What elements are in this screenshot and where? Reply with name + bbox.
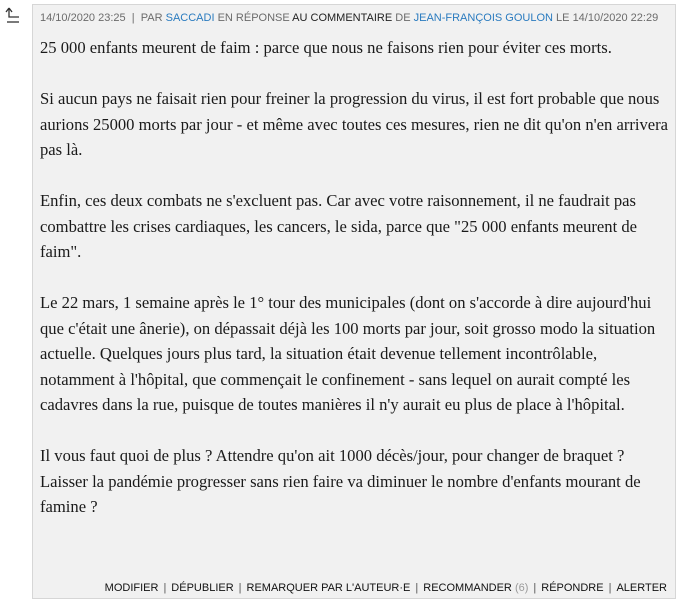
reply-de: DE [395,12,411,24]
parent-comment-link[interactable]: AU COMMENTAIRE [292,12,393,24]
reply-button[interactable]: RÉPONDRE [541,582,604,594]
reply-prefix: EN RÉPONSE [217,12,290,24]
comment-body [40,35,672,520]
by-prefix: PAR [140,12,163,24]
comment-paragraph: Il vous faut quoi de plus ? Attendre qu'on ait 1000 décès/jour, pour changer de braquet ? Laisser la pandémie progresser sans rien faire va diminuer le nombre d'enfants mourant de famine ? [40,446,641,516]
comment-meta: 14/10/2020 23:25 | PAR SACCADI EN RÉPONSE AU COMMENTAIRE DE JEAN-FRANÇOIS GOULON LE 14/10/2020 22:29 [40,12,659,24]
recommend-label: RECOMMANDER [423,582,512,594]
author-link[interactable]: SACCADI [165,12,215,24]
recommend-button[interactable] [423,582,528,594]
parent-author-link[interactable]: JEAN-FRANÇOIS GOULON [413,12,553,24]
alert-button[interactable]: ALERTER [616,582,667,594]
parent-date: 14/10/2020 22:29 [572,12,659,24]
comment-date: 14/10/2020 23:25 [40,12,126,24]
comment-paragraph: 25 000 enfants meurent de faim : parce que nous ne faisons rien pour éviter ces morts. [40,38,612,57]
recommend-count: (6) [514,582,529,594]
comment-actions: MODIFIER | DÉPUBLIER | REMARQUER PAR L'AUTEUR·E | RECOMMANDER (6) | RÉPONDRE | ALERTER [104,582,667,594]
author-remark-button[interactable]: REMARQUER PAR L'AUTEUR·E [246,582,411,594]
modify-button[interactable]: MODIFIER [104,582,159,594]
comment-card [32,4,676,599]
unpublish-button[interactable]: DÉPUBLIER [171,582,234,594]
reply-indent-icon [5,6,21,26]
parent-le: LE [556,12,570,24]
comment-paragraph: Le 22 mars, 1 semaine après le 1° tour des municipales (dont on s'accorde à dire aujourd'hui que c'était une ânerie), on dépassait déjà les 100 morts par jour, soit grosso modo la situation actuelle. Quelques jours plus tard, la situation était devenue tellement incontrôlable, notamment à l'hôpital, que commençait le confinement - sans lequel on aurait compté les cadavres dans la rue, puisque de toutes manières il n'y aurait eu plus de place à l'hôpital. [40,293,656,414]
comment-paragraph: Enfin, ces deux combats ne s'excluent pas. Car avec votre raisonnement, il ne faudrait pas combattre les crises cardiaques, les cancers, le sida, parce que "25 000 enfants meurent de faim". [40,191,637,261]
comment-paragraph: Si aucun pays ne faisait rien pour freiner la progression du virus, il est fort probable que nous aurions 25000 morts par jour - et même avec toutes ces mesures, rien ne dit qu'on n'en arrivera pas là. [40,89,669,159]
